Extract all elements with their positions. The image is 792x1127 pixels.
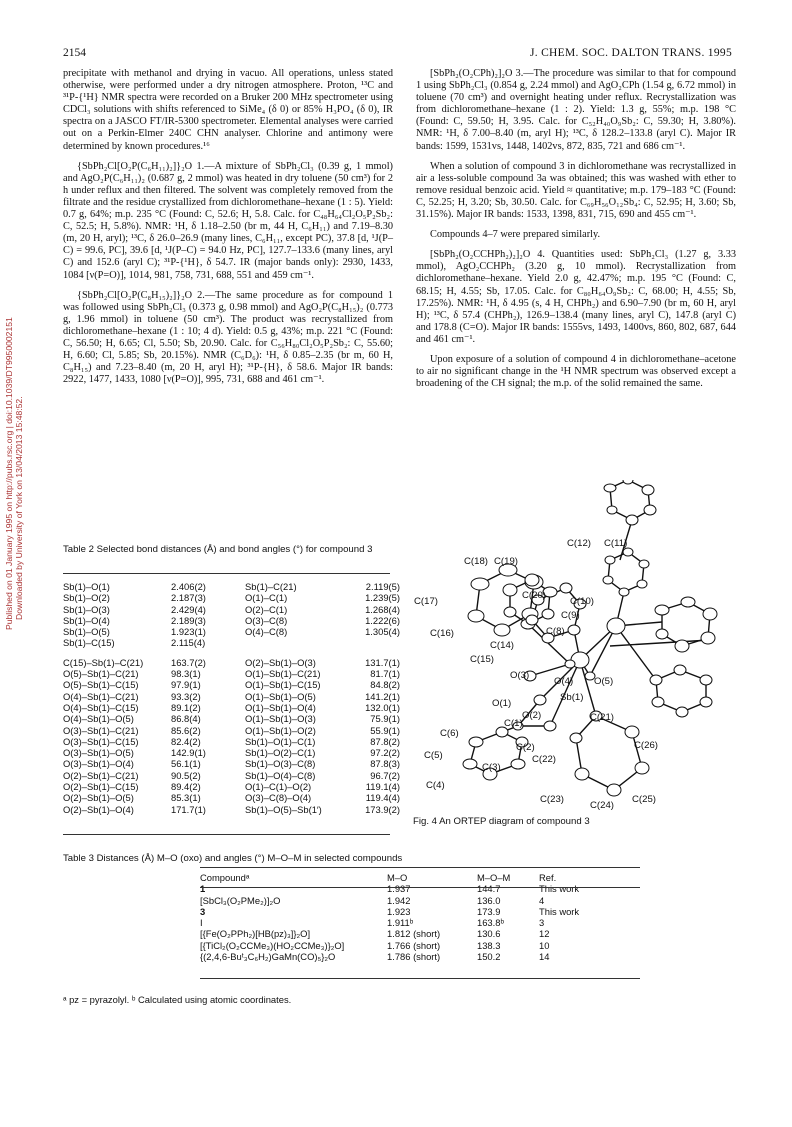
compound-3a-paragraph: When a solution of compound 3 in dichloromethane was recrystallized in air a less-soluble compound 3a was obtained; this was washed with ether to remove residual benzoic acid. Yield ≈ quantitative; m.p. 179–183 °C (Found: C, 52.25; H, 3.20; Sb, 30.50. Calc. for C₆₉H₅₆O₁₂Sb₄: C, 52.95; H, 3.60; Sb, 31.15%). Major IR bands: 1533, 1398, 831, 715, 690 and 455 cm⁻¹. — [416, 160, 736, 221]
table-3-row — [200, 895, 619, 906]
table-3-cell: {(2,4,6-Buᵗ₃C₆H₂)GaMn(CO)₅}₂O — [200, 951, 336, 963]
table-2-distance-row — [63, 581, 400, 592]
figure-caption-text: Fig. 4 An ORTEP diagram of compound 3 — [413, 816, 590, 827]
table-2-distance-cell: Sb(1)–O(2) — [63, 592, 110, 604]
exposure-paragraph: Upon exposure of a solution of compound 4 in dichloromethane–acetone to air no significant change in the ¹H NMR spectrum was observed except a broadening of the CH signal; the m.p. of the solid remained the same. — [416, 353, 736, 390]
table-2-angle-cell: 119.4(4) — [365, 792, 400, 804]
compound-3-paragraph: [SbPh₂(O₂CPh)₂]₂O 3.—The procedure was similar to that for compound 1 using SbPh₂Cl₃ (0.854 g, 2.24 mmol) and AgO₂CPh (1.54 g, 6.72 mmol) in toluene (70 cm³) and overnight heating under reflux. Recrystallization was from dichloromethane–hexane (1 : 2). Yield: 1.3 g, 55%; m.p. 198 °C (Found: C, 59.50; H, 3.95. Calc. for C₅₂H₄₀O₉Sb₂: C, 59.30; H, 3.80%). NMR: ¹H, δ 7.00–8.40 (m, aryl H); ¹³C, δ 128.2–133.8 (aryl C). Major IR bands: 1599, 1531vs, 1448, 1402vs, 872, 835, 721 and 686 cm⁻¹. — [416, 68, 736, 152]
table-3-row — [200, 883, 619, 894]
table-3-cell: 1.937 — [387, 883, 411, 895]
table-3-row — [200, 940, 619, 951]
table-3-cell: 1.942 — [387, 894, 411, 906]
table-2-angle-cell: Sb(1)–O(1)–C(1) — [245, 735, 316, 747]
table-2-angle-cell: 141.2(1) — [365, 690, 400, 702]
atom-label: C(22) — [532, 754, 556, 765]
compound-4-paragraph: [SbPh₂(O₂CCHPh₂)₂]₂O 4. Quantities used: SbPh₂Cl₃ (1.27 g, 3.33 mmol), AgO₂CCHPh₂ (3.20 g, 10 mmol). Recrystallization from dichloromethane–hexane. Yield 2.0 g, 42.47%; m.p. 195 °C (Found: C, 68.15; H, 4.55; Sb, 17.05. Calc. for C₈₀H₆₄O₉Sb₂: C, 68.00; H, 4.55; Sb, 17.25%). NMR: ¹H, δ 4.95 (s, 4 H, CHPh₂) and 6.90–7.90 (br m, 60 H, aryl H); ¹³C, δ 57.4 (CHPh₂), 126.9–138.4 (many lines, aryl C), 147.8 (aryl C) and 178.8 (C=O). Major IR bands: 1555vs, 1493, 1400vs, 860, 802, 687, 644 and 461 cm⁻¹. — [416, 249, 736, 345]
table-2-angle-cell: O(5)–Sb(1)–C(21) — [63, 668, 139, 680]
table-2-distance-cell: 2.406(2) — [171, 581, 206, 592]
table-2-angle-cell: C(15)–Sb(1)–C(21) — [63, 656, 144, 668]
table-2-angle-cell: O(2)–Sb(1)–O(5) — [63, 792, 134, 804]
table-2-distance-cell: Sb(1)–O(1) — [63, 581, 110, 592]
table-2-angle-row — [63, 713, 400, 724]
atom-label: C(23) — [540, 794, 564, 805]
table-2-distance-cell: 2.187(3) — [171, 592, 206, 604]
table-3-cell: 1 — [200, 883, 206, 895]
table-2-angle-cell: O(3)–Sb(1)–C(15) — [63, 735, 139, 747]
table-2-angle-cell: 90.5(2) — [171, 769, 201, 781]
compounds-4-7-paragraph: Compounds 4–7 were prepared similarly. — [430, 229, 601, 241]
table-2-angle-cell: 85.3(1) — [171, 792, 201, 804]
table-2-angle-row — [63, 691, 400, 702]
table-2-angle-cell: 171.7(1) — [171, 803, 206, 815]
ortep-diagram — [410, 480, 740, 810]
table-2-angle-row — [63, 679, 400, 690]
table-2-distance-cell: 1.923(1) — [171, 626, 206, 638]
table-2-angle-cell: O(1)–Sb(1)–C(15) — [245, 679, 321, 691]
table-3-bottom-rule — [200, 978, 640, 979]
table-2-distance-row — [63, 626, 400, 637]
atom-label: O(5) — [594, 676, 614, 687]
table-2-angle-row — [63, 725, 400, 736]
download-note[interactable]: Downloaded by University of York on 13/04/2013 15:48:52. — [14, 396, 24, 620]
table-3-cell: 4 — [539, 894, 545, 906]
table-3-cell: 136.0 — [477, 894, 501, 906]
table-3-cell: 150.2 — [477, 951, 501, 963]
table-2-angle-cell: Sb(1)–O(3)–C(8) — [245, 758, 316, 770]
table-3-cell: 10 — [539, 939, 550, 951]
table-2-angle-cell: 86.8(4) — [171, 713, 201, 725]
table-2-angle-cell: 81.7(1) — [370, 668, 400, 680]
table-2-angle-cell: 87.8(3) — [370, 758, 400, 770]
table-2-angle-cell: O(4)–Sb(1)–O(5) — [63, 713, 134, 725]
table-2-distances — [63, 581, 400, 649]
atom-label: Sb(1) — [560, 692, 584, 703]
table-2-angle-cell: O(2)–Sb(1)–C(15) — [63, 781, 139, 793]
table-2-angle-cell: Sb(1)–O(2)–C(1) — [245, 747, 316, 759]
atom-label: C(17) — [414, 596, 438, 607]
table-3-caption: Table 3 Distances (Å) M–O (oxo) and angles (°) M–O–M in selected compounds — [63, 853, 403, 864]
table-3-cell: 3 — [539, 917, 545, 929]
table-3-cell: 130.6 — [477, 928, 501, 940]
table-2-top-rule — [63, 573, 390, 574]
table-3-cell: [{TiCl₂(O₂CCMe₃)(HO₂CCMe₃)}₂O] — [200, 939, 345, 951]
table-2-angle-cell: 98.3(1) — [171, 668, 201, 680]
table-3-cell: 144.7 — [477, 883, 501, 895]
table-2-angle-cell: 89.4(2) — [171, 781, 201, 793]
table-2-distance-cell: Sb(1)–O(5) — [63, 626, 110, 638]
table-2-angle-row — [63, 668, 400, 679]
table-2-distance-cell: Sb(1)–O(4) — [63, 614, 110, 626]
table-2-distance-cell: 1.305(4) — [365, 626, 400, 638]
table-3-cell: 1.766 (short) — [387, 939, 441, 951]
table-2-angle-cell: 142.9(1) — [171, 747, 206, 759]
table-3-cell: This work — [539, 883, 580, 895]
table-2-distance-cell: O(1)–C(1) — [245, 592, 288, 604]
atom-label: C(2) — [516, 742, 535, 753]
table-2-distance-cell: Sb(1)–C(15) — [63, 637, 115, 649]
atom-label: C(10) — [570, 596, 594, 607]
table-2-angle-row — [63, 657, 400, 668]
table-2 — [63, 581, 400, 815]
atom-label: C(25) — [632, 794, 656, 805]
table-3-cell: 1.923 — [387, 905, 411, 917]
table-2-angle-row — [63, 804, 400, 815]
table-3-header: Compoundᵃ — [200, 872, 250, 883]
publication-note[interactable]: Published on 01 January 1995 on http://pubs.rsc.org | doi:10.1039/DT9950002151 — [4, 317, 14, 630]
table-2-distance-cell: 2.115(4) — [171, 637, 206, 649]
atom-label: C(20) — [522, 590, 546, 601]
atom-ellipsoids — [463, 480, 717, 796]
table-2-angle-cell: O(4)–Sb(1)–C(21) — [63, 690, 139, 702]
table-2-angle-cell: Sb(1)–O(5)–Sb(1′) — [245, 803, 322, 815]
table-2-angle-cell: 131.7(1) — [365, 656, 400, 668]
table-2-angle-cell: 75.9(1) — [370, 713, 400, 725]
atom-label: C(26) — [634, 740, 658, 751]
table-2-angle-cell: O(4)–Sb(1)–C(15) — [63, 701, 139, 713]
table-2-angle-cell: 97.9(1) — [171, 679, 201, 691]
table-2-angle-cell: 93.3(2) — [171, 690, 201, 702]
table-3-cell: [SbCl₃(O₂PMe₂)]₂O — [200, 894, 281, 906]
table-2-angle-cell: 119.1(4) — [365, 781, 400, 793]
atom-label: O(3) — [510, 670, 530, 681]
table-3-cell: [{Fe(O₂PPh₂)[HB(pz)₃]}₂O] — [200, 928, 311, 940]
table-2-distance-cell: Sb(1)–C(21) — [245, 581, 297, 592]
table-2-distance-row — [63, 637, 400, 648]
table-2-distance-cell: 2.189(3) — [171, 614, 206, 626]
table-3-cell: 173.9 — [477, 905, 501, 917]
table-2-bottom-rule — [63, 834, 390, 835]
table-2-angles — [63, 657, 400, 815]
table-2-angle-row — [63, 702, 400, 713]
atom-label: C(11) — [604, 538, 628, 549]
table-3-row — [200, 906, 619, 917]
table-2-angle-cell: O(3)–Sb(1)–C(21) — [63, 724, 139, 736]
table-2-distance-cell — [245, 637, 360, 648]
atom-label: C(15) — [470, 654, 494, 665]
table-2-angle-row — [63, 758, 400, 769]
atom-label: C(3) — [482, 762, 501, 773]
table-3-footnote: ᵃ pz = pyrazolyl. ᵇ Calculated using atomic coordinates. — [63, 994, 292, 1005]
table-2-angle-cell: O(1)–Sb(1)–O(5) — [245, 690, 316, 702]
table-2-angle-cell: O(2)–Sb(1)–O(4) — [63, 803, 134, 815]
journal-header: J. CHEM. SOC. DALTON TRANS. 1995 — [529, 47, 732, 59]
table-2-angle-cell: 85.6(2) — [171, 724, 201, 736]
table-2-angle-cell: 97.2(2) — [370, 747, 400, 759]
table-2-distance-row — [63, 604, 400, 615]
table-3-header-row — [200, 872, 619, 883]
table-3-row — [200, 928, 619, 939]
atom-label: O(1) — [492, 698, 512, 709]
compound-1-paragraph: {SbPh₂Cl[O₂P(C₆H₁₁)₂]}₂O 1.—A mixture of SbPh₂Cl₃ (0.39 g, 1 mmol) and AgO₂P(C₆H₁₁)₂ (0.687 g, 2 mmol) was heated in dry toluene (50 cm³) for 2 h under reflux and then filtered. The solvent was completely removed from the filtrate and the residue crystallized from dichloromethane–hexane (1 : 5). Yield: 0.7 g, 64%; m.p. 235 °C (Found: C, 52.6; H, 5.8. Calc. for C₄₈H₆₄Cl₂O₅P₂Sb₂: C, 52.5; H, 5.8%). NMR: ¹H, δ 1.18–2.50 (br m, 44 H, C₆H₁₁) and 7.19–8.30 (m, 20 H, aryl); ¹³C, δ 26.0–26.9 (many lines, C₆H₁₁, except PC), 37.8 [d, ¹J(P–C) = 99.6, PC], 39.6 [d, ¹J(P–C) = 94.0 Hz, PC], 127.7–133.6 (many lines, aryl C) and 152.6 (aryl C); ³¹P-{¹H}, δ 54.7. IR (major bands only): 2930, 1433, 1084 [ν(P=O)], 1014, 981, 758, 731, 688, 551 and 459 cm⁻¹. — [63, 160, 393, 281]
table-3 — [200, 872, 619, 962]
table-2-angle-cell: 163.7(2) — [171, 656, 206, 668]
table-2-distance-cell: 2.119(5) — [365, 581, 400, 592]
table-2-angle-cell: O(1)–Sb(1)–O(2) — [245, 724, 316, 736]
table-2-angle-cell: 89.1(2) — [171, 701, 201, 713]
table-3-row — [200, 917, 619, 928]
atom-label: C(21) — [590, 712, 614, 723]
atom-label: C(16) — [430, 628, 454, 639]
table-3-header: M–O — [387, 872, 408, 883]
atom-label: O(4) — [554, 676, 574, 687]
table-3-cell: 3 — [200, 905, 206, 917]
table-2-angle-cell: 82.4(2) — [171, 735, 201, 747]
table-3-cell: 1.911ᵇ — [387, 917, 414, 929]
compound-2-paragraph: {SbPh₂Cl[O₂P(C₈H₁₅)₂]}₂O 2.—The same procedure as for compound 1 was followed using SbPh₂Cl₃ (0.373 g, 0.98 mmol) and AgO₂P(C₈H₁₅)₂ (0.773 g, 1.96 mmol) in toluene (50 cm³). The product was recrystallized from dichloromethane–hexane (1 : 10; 4 d). Yield: 0.5 g, 43%; m.p. 221 °C (Found: C, 56.50; H, 6.65; Cl, 5.50; Sb, 20.90. Calc. for C₅₆H₈₀Cl₂O₅P₂Sb₂: C, 55.60; H, 6.60; Cl, 5.85; Sb, 20.15%). NMR (C₆D₆): ¹H, δ 0.85–2.35 (br m, 60 H, C₈H₁₅) and 7.23–8.40 (m, 20 H, aryl H); ³¹P-{H}, δ 58.6. Major IR bands: 2922, 1477, 1433, 1080 [ν(P=O)], 995, 731, 688 and 461 cm⁻¹. — [63, 289, 393, 386]
table-2-distance-cell: 1.239(5) — [365, 592, 400, 604]
experimental-paragraph: precipitate with methanol and drying in vacuo. All operations, unless stated otherwise, were performed under a dry nitrogen atmosphere. Proton, ¹³C and ³¹P-{¹H} NMR spectra were recorded on a Bruker 200 MHz spectrometer using CDCl₃ solutions with shifts referenced to SiMe₄ (δ 0) or 85% H₃PO₄ (δ 0), IR spectra on a JASCO FT/IR-5300 spectrometer. Elemental analyses were carried out on a Perkin-Elmer 240C CHN analyser. Chlorine and antimony were determined by known procedures.¹⁶ — [63, 68, 393, 152]
table-2-angle-cell: O(3)–C(8)–O(4) — [245, 792, 312, 804]
table-2-angle-cell: 84.8(2) — [370, 679, 400, 691]
atom-label: C(18) — [464, 556, 488, 567]
table-3-header: M–O–M — [477, 872, 511, 883]
table-2-angle-cell: 132.0(1) — [365, 701, 400, 713]
table-2-angle-cell: 87.8(2) — [370, 735, 400, 747]
table-2-angle-row — [63, 747, 400, 758]
table-3-row — [200, 951, 619, 962]
page-number: 2154 — [63, 47, 86, 59]
table-2-angle-cell: O(3)–Sb(1)–O(4) — [63, 758, 134, 770]
table-2-angle-cell: O(1)–Sb(1)–O(4) — [245, 701, 316, 713]
atom-label: C(14) — [490, 640, 514, 651]
table-2-angle-cell: O(3)–Sb(1)–O(5) — [63, 747, 134, 759]
table-2-angle-cell: O(2)–Sb(1)–C(21) — [63, 769, 139, 781]
right-column — [416, 68, 736, 398]
table-3-cell: This work — [539, 905, 580, 917]
table-2-distance-cell: O(2)–C(1) — [245, 603, 288, 615]
table-2-angle-cell: 55.9(1) — [370, 724, 400, 736]
table-3-cell: 163.8ᵇ — [477, 917, 504, 929]
table-2-caption: Table 2 Selected bond distances (Å) and bond angles (°) for compound 3 — [63, 544, 373, 555]
table-3-cell: 1.786 (short) — [387, 951, 441, 963]
table-2-distance-cell: Sb(1)–O(3) — [63, 603, 110, 615]
table-2-angle-cell: O(2)–Sb(1)–O(3) — [245, 656, 316, 668]
table-2-distance-cell: 1.268(4) — [365, 603, 400, 615]
atom-label: C(6) — [440, 728, 459, 739]
left-column — [63, 68, 393, 394]
atom-label: O(2) — [522, 710, 542, 721]
table-3-cell: I — [200, 917, 203, 929]
table-2-distance-cell — [360, 637, 400, 648]
table-2-distance-cell: 2.429(4) — [171, 603, 206, 615]
table-3-cell: 138.3 — [477, 939, 501, 951]
table-3-header: Ref. — [539, 872, 557, 883]
table-2-distance-row — [63, 592, 400, 603]
table-2-angle-cell: 96.7(2) — [370, 769, 400, 781]
atom-label: C(24) — [590, 800, 614, 810]
atom-label: C(1) — [504, 718, 523, 729]
table-3-cell: 12 — [539, 928, 550, 940]
table-2-angle-cell: Sb(1)–O(4)–C(8) — [245, 769, 316, 781]
atom-label: C(8) — [546, 626, 565, 637]
table-3-cell: 14 — [539, 951, 550, 963]
table-2-angle-row — [63, 781, 400, 792]
table-2-angle-cell: 56.1(1) — [171, 758, 201, 770]
table-2-angle-row — [63, 736, 400, 747]
table-2-distance-cell: 1.222(6) — [365, 614, 400, 626]
table-2-angle-row — [63, 792, 400, 803]
table-2-angle-row — [63, 770, 400, 781]
table-2-angle-cell: O(1)–Sb(1)–O(3) — [245, 713, 316, 725]
table-2-angle-cell: O(5)–Sb(1)–C(15) — [63, 679, 139, 691]
atom-label: C(9) — [561, 610, 580, 621]
atom-label: C(19) — [494, 556, 518, 567]
figure-4-caption — [413, 816, 590, 827]
atom-label: C(12) — [567, 538, 591, 549]
table-3-top-rule — [200, 867, 640, 868]
table-2-distance-cell: O(3)–C(8) — [245, 614, 288, 626]
table-2-angle-cell: O(1)–Sb(1)–C(21) — [245, 668, 321, 680]
atom-label: C(5) — [424, 750, 443, 761]
table-3-header-rule — [200, 887, 640, 888]
table-2-distance-cell: O(4)–C(8) — [245, 626, 288, 638]
table-2-distance-row — [63, 615, 400, 626]
table-3-cell: 1.812 (short) — [387, 928, 441, 940]
table-2-angle-cell: O(1)–C(1)–O(2) — [245, 781, 312, 793]
atom-label: C(4) — [426, 780, 445, 791]
table-2-angle-cell: 173.9(2) — [365, 803, 400, 815]
